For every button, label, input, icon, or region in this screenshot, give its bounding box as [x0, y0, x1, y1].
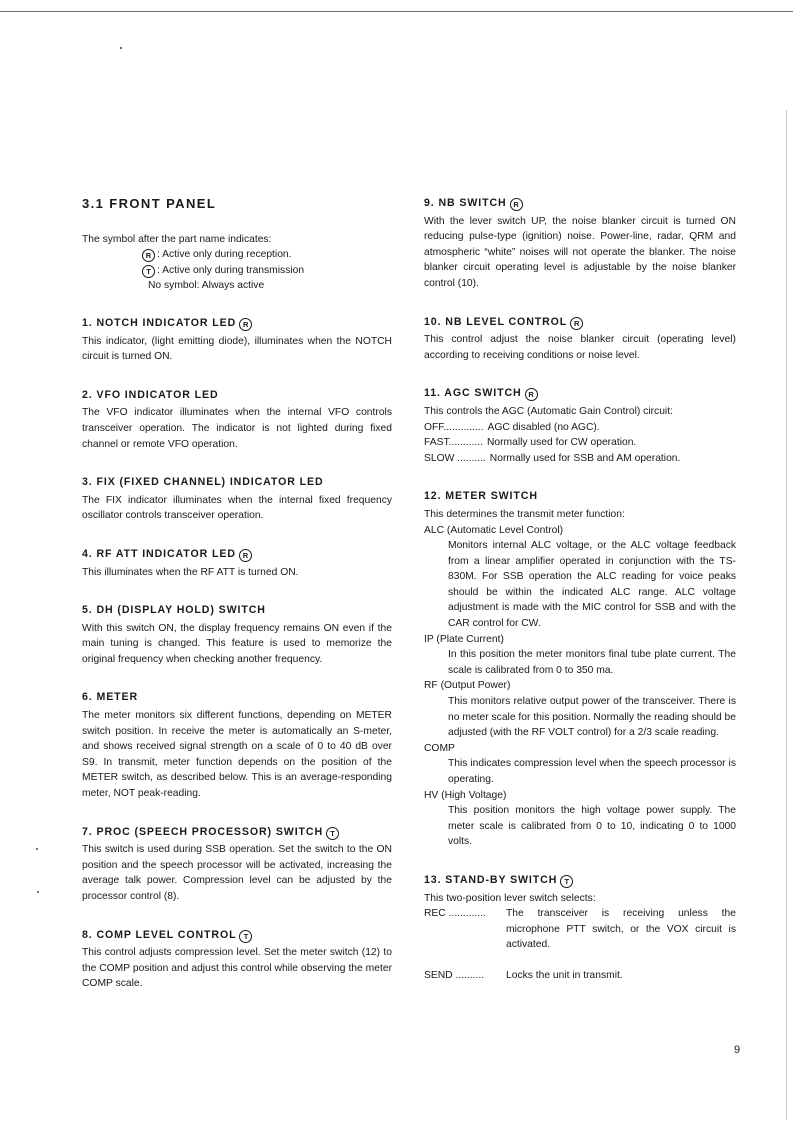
right-column [424, 196, 736, 1007]
section-body: This control adjust the noise blanker circuit (operating level) according to receiving conditions or noise level. [424, 334, 736, 361]
standby-option [424, 906, 736, 953]
reception-symbol-icon: R [142, 249, 155, 262]
proc-switch-section [82, 825, 392, 905]
legend-transmission [142, 263, 392, 279]
option-desc: Normally used for SSB and AM operation. [489, 452, 681, 464]
section-heading: 7. PROC (SPEECH PROCESSOR) SWITCH [82, 825, 324, 838]
reception-symbol-icon: R [239, 549, 252, 562]
meter-item-desc: This position monitors the high voltage power supply. The meter scale is calibrated from 0 to 10, indicating 0 to 1000 volts. [448, 805, 736, 848]
option-desc: The transceiver is receiving unless the microphone PTT switch, or the VOX circuit is activated. [506, 908, 736, 951]
section-heading: 10. NB LEVEL CONTROL [424, 315, 568, 328]
meter-item-desc: Monitors internal ALC voltage, or the ALC voltage feedback from a linear amplifier operated in conjunction with the TS-830M. For SSB operation the ALC reading for voice peaks should be within the indicated ALC range. ALC voltage adjustment is made with the MIC control for SSB and with the CAR control for CW. [448, 540, 736, 630]
section-body: The FIX indicator illuminates when the internal fixed frequency oscillator controls transceiver operation. [82, 494, 392, 522]
section-body: This determines the transmit meter function: [424, 508, 625, 520]
meter-item-desc: This monitors relative output power of the transceiver. There is no meter scale for this position. Normally the reading should be adjusted (with the RF VOLT control) for a 2/3 scale reading. [448, 696, 736, 739]
section-body: This two-position lever switch selects: [424, 892, 596, 904]
rf-att-indicator-section [82, 547, 392, 580]
meter-item-desc: This indicates compression level when the speech processor is operating. [448, 758, 736, 785]
meter-item-name: HV (High Voltage) [424, 789, 507, 801]
section-body: The meter monitors six different functions, depending on METER switch position. In receive the meter is automatically an S-meter, and shows received signal strength on a scale of 0 to 40 dB over S9. In transmit, meter function depends on the position of the METER switch, as described below. This is an average-responding meter, NOT peak-reading. [82, 710, 392, 800]
option-key: SLOW .......... [424, 452, 486, 464]
scan-speck [36, 848, 38, 850]
option-key: SEND .......... [424, 969, 485, 981]
transmission-symbol-icon: T [326, 827, 339, 840]
transmission-symbol-icon: T [239, 930, 252, 943]
option-key: FAST............ [424, 437, 483, 449]
meter-item-desc: In this position the meter monitors final tube plate current. The scale is calibrated from 0 to 350 ma. [448, 649, 736, 676]
option-desc: Normally used for CW operation. [486, 437, 637, 449]
option-key: OFF.............. [424, 421, 484, 433]
vfo-indicator-section [82, 388, 392, 452]
reception-symbol-icon: R [239, 318, 252, 331]
top-rule [0, 11, 793, 12]
transmission-symbol-icon: T [142, 265, 155, 278]
notch-indicator-section [82, 316, 392, 365]
section-heading: 1. NOTCH INDICATOR LED [82, 316, 237, 329]
section-body: The VFO indicator illuminates when the internal VFO controls transceiver operation. The indicator is not lighted during fixed channel or remote VFO operation. [82, 407, 392, 450]
page-number: 9 [734, 1044, 741, 1056]
option-key: REC ............. [424, 908, 486, 920]
scan-speck [37, 891, 39, 893]
option-desc: Locks the unit in transmit. [506, 969, 623, 981]
section-body: With this switch ON, the display frequency remains ON even if the main tuning is changed. This feature is used to memorize the original frequency when checking another frequency. [82, 622, 392, 665]
scan-speck [120, 47, 122, 49]
display-hold-section [82, 603, 392, 667]
reception-symbol-icon: R [525, 388, 538, 401]
section-body: With the lever switch UP, the noise blanker circuit is turned ON reducing pulse-type (ignition) noise. Power-line, radar, QRM and atmospheric “white” noises will not operate the blanker. The noise blanker circuit operating level is adjustable by the noise blanker control (10). [424, 215, 736, 289]
page-edge-line [786, 110, 787, 1120]
section-heading: 2. VFO INDICATOR LED [82, 388, 219, 401]
section-body: This indicator, (light emitting diode), illuminates when the NOTCH circuit is turned ON. [82, 335, 392, 363]
transmission-symbol-icon: T [560, 875, 573, 888]
legend-reception-text: : Active only during reception. [157, 249, 292, 261]
left-column [82, 196, 392, 1015]
section-heading: 9. NB SWITCH [424, 197, 507, 209]
section-heading: 3. FIX (FIXED CHANNEL) INDICATOR LED [82, 476, 324, 489]
legend-no-symbol: No symbol: Always active [148, 280, 265, 292]
section-body: This control adjusts compression level. Set the meter switch (12) to the COMP position and adjust this control while observing the meter COMP scale. [82, 947, 392, 990]
meter-item-name: RF (Output Power) [424, 680, 511, 692]
section-heading: 6. METER [82, 691, 139, 704]
fix-indicator-section [82, 475, 392, 524]
section-heading: 8. COMP LEVEL CONTROL [82, 928, 237, 941]
agc-switch-section [424, 386, 736, 466]
legend-reception [142, 247, 392, 263]
section-body: This switch is used during SSB operation. Set the switch to the ON position and the speech processor will be activated, increasing the average talk power. Compression level can be adjusted by the processor control (8). [82, 844, 392, 902]
legend-transmission-text: : Active only during transmission [157, 264, 305, 276]
section-heading: 4. RF ATT INDICATOR LED [82, 547, 236, 560]
section-heading: 5. DH (DISPLAY HOLD) SWITCH [82, 604, 266, 617]
meter-switch-section [424, 489, 736, 850]
nb-switch-section [424, 196, 736, 292]
agc-option [424, 420, 736, 436]
option-desc: AGC disabled (no AGC). [487, 421, 600, 433]
nb-level-section [424, 315, 736, 364]
reception-symbol-icon: R [570, 317, 583, 330]
legend-intro: The symbol after the part name indicates: [82, 233, 272, 245]
reception-symbol-icon: R [510, 198, 523, 211]
meter-section [82, 690, 392, 801]
agc-option [424, 435, 736, 451]
symbol-legend [82, 232, 392, 294]
agc-option [424, 451, 736, 467]
section-heading: 12. METER SWITCH [424, 490, 538, 503]
meter-item-name: IP (Plate Current) [424, 633, 504, 645]
section-heading: 11. AGC SWITCH [424, 387, 522, 400]
section-heading: 13. STAND-BY SWITCH [424, 873, 558, 886]
section-title: 3.1 FRONT PANEL [82, 196, 217, 211]
standby-option [424, 968, 736, 984]
meter-item-name: COMP [424, 742, 455, 754]
section-body: This illuminates when the RF ATT is turned ON. [82, 566, 299, 578]
section-body: This controls the AGC (Automatic Gain Control) circuit: [424, 405, 673, 417]
meter-item-name: ALC (Automatic Level Control) [424, 524, 564, 536]
standby-switch-section [424, 873, 736, 984]
comp-level-section [82, 928, 392, 992]
